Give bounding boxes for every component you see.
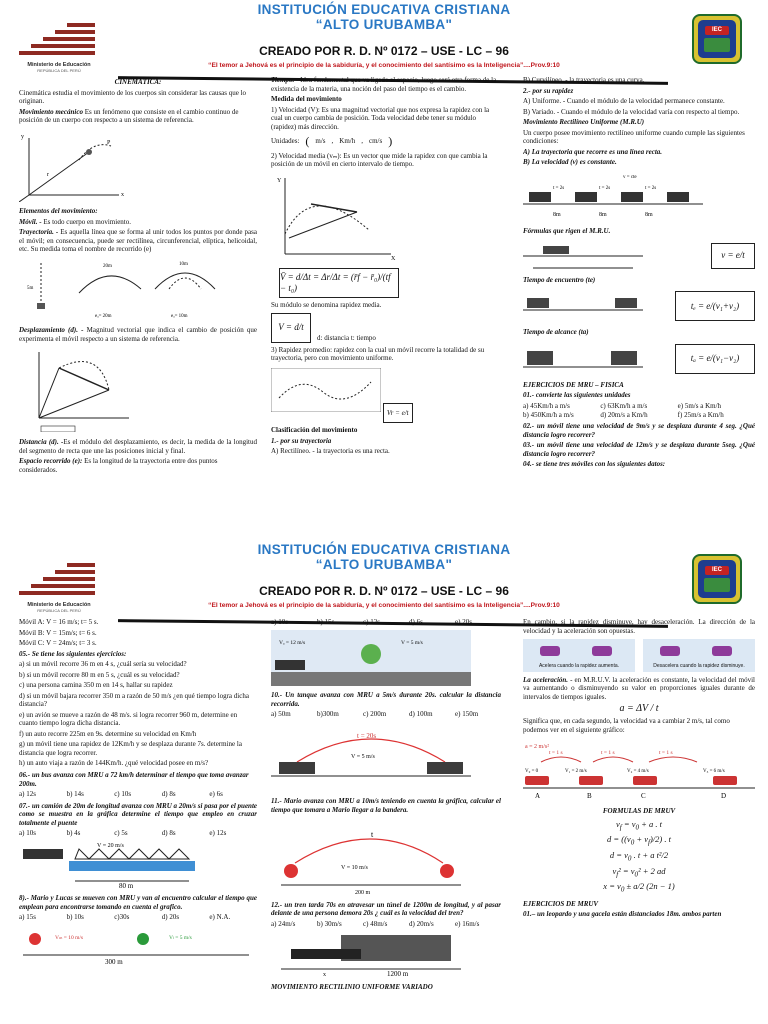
paragraph: Distancia (d). -Es el módulo del desplazamiento, es decir, la medida de la longitud del segmento de recta que une las posiciones inicial y final. bbox=[19, 437, 257, 455]
svg-text:t = 1 s: t = 1 s bbox=[601, 749, 615, 756]
list-item: e) un avión se mueve a razón de 48 m/s. si logra recorrer 960 m, determine en cuanto tiempo logra dicha distancia. bbox=[19, 710, 238, 728]
svg-text:Y: Y bbox=[277, 177, 282, 184]
svg-text:x: x bbox=[121, 191, 124, 198]
mru-formula-row bbox=[523, 238, 755, 274]
answer-options: a) 10s b) 4s c) 5s d) 8s e) 12s bbox=[19, 829, 227, 838]
column-1 bbox=[19, 78, 257, 518]
question: 05.- Se tiene los siguientes ejercicios: bbox=[19, 649, 127, 658]
paragraph: 1) Velocidad (V): Es una magnitud vectorial que nos expresa la rapidez con la cual un cuerpo cambia de posición. Toda velocidad debe tener su módulo (rapidez) más dirección. bbox=[271, 105, 490, 131]
ministry-name: Ministerio de Educación bbox=[27, 602, 91, 608]
paragraph: 2) Velocidad media (vₘ): Es un vector que mide la rapidez con que cambia la posición de un móvil en cierto intervalo de tiempo. bbox=[271, 151, 488, 169]
question: 12.- un tren tarda 70s en atravesar un túnel de 1200m de longitud, y al pasar delante de una persona demora 20s ¿ cuál es la velocidad del tren? bbox=[271, 900, 501, 918]
subheading: EJERCICIOS DE MRUV bbox=[523, 899, 599, 908]
vm-formula: V̄ = d/Δt = Δr/Δt = (r̄f − r̄₀)/(tf − t₀) bbox=[279, 268, 399, 298]
svg-text:V = 20 m/s: V = 20 m/s bbox=[97, 842, 124, 849]
subheading: Tiempo de alcance (ta) bbox=[523, 328, 589, 337]
svg-text:V = 5 m/s: V = 5 m/s bbox=[351, 753, 375, 760]
units-row: Unidades: ( m/s , Km/h , cm/s ) bbox=[271, 134, 393, 149]
school-name: INSTITUCIÓN EDUCATIVA CRISTIANA bbox=[257, 542, 511, 557]
subheading: FORMULAS DE MRUV bbox=[602, 807, 676, 816]
svg-text:x: x bbox=[323, 972, 326, 978]
paragraph: La aceleración. - en M.R.U.V. la aceleración es constante, la velocidad del móvil va aumentando o disminuyendo su valor en proporciones iguales durante de intervalos de tiempos iguales. bbox=[523, 675, 755, 701]
paragraph: Movimiento mecánico Es un fenómeno que consiste en el cambio continuo de posición de un cuerpo con respecto a un sistema de referencia. bbox=[19, 107, 239, 125]
paragraph: Un cuerpo posee movimiento rectilíneo uniforme cuando cumple las siguientes condiciones: bbox=[523, 128, 745, 146]
column-1 bbox=[19, 618, 257, 1024]
acceleration-cards bbox=[523, 639, 755, 672]
paragraph: A) La trayectoria que recorre es una línea recta. bbox=[523, 147, 663, 156]
svg-text:1200 m: 1200 m bbox=[387, 970, 409, 978]
paragraph: A) Rectilíneo. - la trayectoria es una recta. bbox=[271, 447, 390, 456]
paragraph: Su módulo se denomina rapidez media. bbox=[271, 301, 382, 310]
fig-label: 20m bbox=[103, 263, 112, 269]
school-name: INSTITUCIÓN EDUCATIVA CRISTIANA bbox=[257, 2, 511, 17]
average-speed-figure bbox=[271, 368, 381, 412]
paragraph: B) Curvilíneo. - la trayectoria es una curva. bbox=[523, 76, 645, 84]
question: 07.- un camión de 20m de longitud avanza con MRU a 20m/s si pasa por el puente como se muestra en la gráfica determine el tiempo que empleo en cruzar totalmente el puente bbox=[19, 801, 257, 827]
list-item: d) si un móvil bajara recorrer 350 m a razón de 50 m/s ¿en qué tiempo logra dicha distancia? bbox=[19, 691, 249, 709]
tank-figure bbox=[271, 722, 471, 792]
resolution-title: CREADO POR R. D. Nº 0172 – USE - LC – 96 bbox=[259, 584, 509, 598]
mario-lucas-figure bbox=[19, 925, 257, 965]
motto: “El temor a Jehová es el principio de la sabiduría, y el conocimiento del santísimo es la Inteligencia”....Prov.9:10 bbox=[208, 602, 560, 609]
paragraph: B) La velocidad (v) es constante. bbox=[523, 158, 617, 167]
svg-text:V = 10 m/s: V = 10 m/s bbox=[341, 865, 368, 872]
svg-text:80 m: 80 m bbox=[119, 881, 134, 889]
list-item: a) si un móvil recorre 36 m en 4 s, ¿cuál sería su velocidad? bbox=[19, 660, 187, 669]
list-item: Móvil B: V = 15m/s; t= 6 s. bbox=[19, 628, 97, 637]
fig-label: 10m bbox=[179, 261, 188, 267]
column-3 bbox=[523, 618, 755, 1024]
answer-options: a) 24m/s b) 30m/s c) 48m/s d) 20m/s e) 16m/s bbox=[271, 919, 480, 928]
ministry-subtitle: REPÚBLICA DEL PERÚ bbox=[37, 67, 81, 73]
position-vector-figure bbox=[271, 174, 471, 260]
decelerate-card: Desacelera cuando la rapidez disminuye. bbox=[643, 639, 755, 672]
paragraph: Tiempo. - Idea fundamental que va ligado al espacio, luego será otra forma de la existencia de la materia, una noción del paso del tiempo es el cambio. bbox=[271, 76, 497, 93]
subheading: Movimiento Rectilíneo Uniforme (M.R.U) bbox=[523, 118, 645, 127]
subheading: Fórmulas que rigen el M.R.U. bbox=[523, 227, 611, 236]
mruv-cars-figure bbox=[523, 740, 755, 802]
subheading: Clasificación del movimiento bbox=[271, 426, 358, 435]
paragraph: Desplazamiento (d). - Magnitud vectorial que indica el cambio de posición que experimenta el móvil respecto a un sistema de referencia. bbox=[19, 326, 257, 343]
answer-options: a) 50m b)300m c) 200m d) 100m e) 150m bbox=[271, 710, 479, 719]
svg-text:200 m: 200 m bbox=[355, 890, 371, 896]
ministry-subtitle: REPÚBLICA DEL PERÚ bbox=[37, 607, 81, 613]
svg-text:A: A bbox=[535, 791, 541, 800]
catch-up-time-formula: tₐ = e/(v₁−v₂) bbox=[675, 344, 755, 374]
meeting-time-formula: tₑ = e/(v₁+v₂) bbox=[675, 291, 755, 321]
answer-options: a) 10s b) 15s c) 12s d) 6s e) 20s bbox=[271, 618, 472, 626]
svg-text:D: D bbox=[721, 791, 727, 800]
paragraph: Espacio recorrido (e): Es la longitud de la trayectoria entre dos puntos considerados. bbox=[19, 457, 218, 474]
elements-heading: Elementos del movimiento: bbox=[19, 207, 98, 216]
list-item: h) un auto viaja a razón de 144Km/h. ¿qué velocidad posee en m/s? bbox=[19, 759, 209, 768]
column-3 bbox=[523, 76, 755, 534]
crest-label: IEC bbox=[705, 566, 729, 575]
svg-text:8m: 8m bbox=[599, 211, 607, 218]
question: 8).- Mario y Lucas se mueven con MRU y van al encuentro calcular el tiempo que emplean para encontrarse tomando en cuenta el grafico. bbox=[19, 894, 257, 911]
acceleration-formula: a = ΔV / t bbox=[619, 703, 659, 715]
paragraph: Significa que, en cada segundo, la velocidad va a cambiar 2 m/s, tal como podemos ver en el siguiente gráfico: bbox=[523, 717, 730, 734]
paragraph: 2.- por su rapidez bbox=[523, 86, 574, 95]
question: 04.- se tiene tres móviles con los siguientes datos: bbox=[523, 460, 666, 469]
list-item: c) una persona camina 350 m en 14 s, hallar su rapidez bbox=[19, 681, 173, 690]
meeting-time-row bbox=[523, 286, 755, 326]
fig-label: eₐ= 10m bbox=[171, 313, 188, 319]
section-title: CINEMÁTICA: bbox=[114, 78, 162, 86]
truck-sequence-figure bbox=[523, 172, 703, 222]
intro-text: Cinemática estudia el movimiento de los cuerpos sin considerar las causas que lo originan. bbox=[19, 88, 247, 106]
list-item: f) un auto recorre 225m en 9s. determine su velocidad en Km/h bbox=[19, 729, 197, 738]
vr-formula: Vr = e/t bbox=[383, 403, 413, 423]
list-item: Móvil A: V = 16 m/s; t= 5 s. bbox=[19, 618, 99, 626]
crest-label: IEC bbox=[705, 26, 729, 35]
ministry-name: Ministerio de Educación bbox=[27, 62, 91, 68]
reference-frame-figure bbox=[19, 130, 257, 202]
mruv-formulas: $v_f = v_0 + a$ . t $d = ((v_0 + v_f)/2)$ . t $d = v_0$ . t + a t²/2 $v_f^2 = v_0^2 + 2$ ad $x = v_0 \pm a/2$ (2n − 1) bbox=[603, 818, 675, 894]
paragraph: 1.- por su trayectoria bbox=[271, 436, 332, 445]
motto: “El temor a Jehová es el principio de la sabiduría, y el conocimiento del santísimo es la Inteligencia”....Prov.9:10 bbox=[208, 62, 560, 69]
paragraph: Móvil. - Es todo cuerpo en movimiento. bbox=[19, 217, 131, 226]
svg-text:V₂ = 4 m/s: V₂ = 4 m/s bbox=[627, 768, 649, 774]
subheading: Medida del movimiento bbox=[271, 95, 342, 104]
paragraph: En cambio, si la rapidez disminuye, hay desaceleración. La dirección de la velocidad y la aceleración son opuestas. bbox=[523, 618, 755, 635]
svg-text:8m: 8m bbox=[553, 211, 561, 218]
svg-text:B: B bbox=[587, 791, 592, 800]
resolution-title: CREADO POR R. D. Nº 0172 – USE - LC – 96 bbox=[259, 44, 509, 58]
paragraph: 3) Rapidez promedio: rapidez con la cual un móvil recorre la totalidad de su trayectoria, pero con movimiento uniforme. bbox=[271, 345, 485, 363]
svg-text:Vₘ = 10 m/s: Vₘ = 10 m/s bbox=[55, 934, 84, 941]
fig-label: eₐ= 20m bbox=[95, 313, 112, 319]
column-2 bbox=[271, 76, 501, 526]
accelerate-card: Acelera cuando la rapidez aumenta. bbox=[523, 639, 635, 672]
school-subname: “ALTO URUBAMBA" bbox=[315, 17, 453, 32]
bridge-figure bbox=[19, 841, 219, 889]
answer-options: a) 12s b) 14s c) 10s d) 8s e) 6s bbox=[19, 790, 223, 799]
train-tunnel-figure bbox=[271, 931, 471, 977]
svg-text:300 m: 300 m bbox=[105, 957, 123, 965]
column-2 bbox=[271, 618, 501, 1024]
answer-options: a) 15s b) 10s c)30s d) 20s e) N.A. bbox=[19, 913, 231, 922]
list-item: b) si un móvil recorre 80 m en 5 s, ¿cuál es su velocidad? bbox=[19, 670, 180, 679]
question: 06.- un bus avanza con MRU a 72 km/h determinar el tiempo que toma avanzar 200m. bbox=[19, 770, 249, 788]
svg-text:Vₐ = 12 m/s: Vₐ = 12 m/s bbox=[279, 639, 306, 646]
svg-text:Vₗ = 5 m/s: Vₗ = 5 m/s bbox=[169, 934, 192, 941]
question: 01.- convierte las siguientes unidades bbox=[523, 391, 631, 400]
svg-text:y: y bbox=[21, 133, 24, 140]
question: 10.- Un tanque avanza con MRU a 5m/s durante 20s. calcular la distancia recorrida. bbox=[271, 691, 501, 708]
vm-magnitude-formula: V = d/t bbox=[271, 313, 311, 343]
question: 11.- Mario avanza con MRU a 10m/s teniendo en cuenta la gráfica, calcular el tiempo que tomara a Mario llegar a la bandera. bbox=[271, 797, 501, 814]
list-item: g) un móvil tiene una rapidez de 12Km/h y se desplaza durante 7s. determine la distancia que logra recorrer. bbox=[19, 740, 242, 757]
question: 01.– un leopardo y una gacela están distanciados 18m. ambos parten bbox=[523, 910, 722, 919]
fig-label: 5m bbox=[27, 285, 34, 291]
catch-up-time-row bbox=[523, 339, 755, 379]
trajectory-figure bbox=[19, 259, 257, 321]
svg-text:V₁ = 2 m/s: V₁ = 2 m/s bbox=[565, 768, 587, 774]
yoshi-scene-figure bbox=[271, 630, 471, 686]
school-subname: “ALTO URUBAMBA" bbox=[315, 557, 453, 572]
mru-formula: v = e/t bbox=[711, 243, 755, 269]
subheading: Tiempo de encuentro (te) bbox=[523, 275, 596, 284]
displacement-figure bbox=[19, 348, 257, 432]
subheading: MOVIMIENTO RECTILINIO UNIFORME VARIADO bbox=[271, 982, 433, 991]
worksheet-page-2 bbox=[0, 540, 768, 1024]
svg-text:V = 5 m/s: V = 5 m/s bbox=[401, 639, 423, 646]
paragraph: B) Variado. - Cuando el módulo de la velocidad varía con respecto al tiempo. bbox=[523, 107, 740, 116]
svg-text:a = 2 m/s²: a = 2 m/s² bbox=[525, 743, 550, 750]
svg-text:P: P bbox=[107, 139, 111, 146]
paragraph: A) Uniforme. - Cuando el módulo de la velocidad permanece constante. bbox=[523, 97, 725, 106]
vm-definition: V = d/t d: distancia t: tiempo bbox=[271, 313, 501, 343]
question: 03.- un móvil tiene una velocidad de 12m/s y se desplaza durante 5seg. ¿Qué distancia logro recorrer? bbox=[523, 441, 755, 458]
svg-text:t = 2s: t = 2s bbox=[553, 185, 565, 191]
svg-text:t = 2s: t = 2s bbox=[599, 185, 611, 191]
svg-text:v = cte: v = cte bbox=[623, 174, 637, 180]
svg-text:X: X bbox=[391, 255, 396, 260]
svg-text:8m: 8m bbox=[645, 211, 653, 218]
question: 02.- un móvil tiene una velocidad de 9m/s y se desplaza durante 4 seg. ¿Qué distancia logro recorrer? bbox=[523, 422, 755, 439]
svg-text:t = 20s: t = 20s bbox=[357, 731, 377, 740]
subheading: EJERCICIOS DE MRU – FISICA bbox=[523, 380, 624, 389]
conversion-list: a) 45Km/h a m/s c) 63Km/h a m/s e) 5m/s a Km/h b) 450Km/h a m/s d) 20m/s a Km/h f) 25m/s a Km/h bbox=[523, 401, 724, 419]
svg-text:t = 1 s: t = 1 s bbox=[659, 749, 673, 756]
svg-text:C: C bbox=[641, 791, 646, 800]
paragraph: Trayectoria. - Es aquella línea que se forma al unir todos los puntos por donde pasa el móvil; en consecuencia, puede ser rectilínea, circunferencial, elíptica, helicoidal, etc. Su medida toma el nombre de recorrido (e) bbox=[19, 228, 257, 254]
svg-text:V₀ = 0: V₀ = 0 bbox=[525, 768, 539, 774]
svg-text:t = 1 s: t = 1 s bbox=[549, 749, 563, 756]
svg-text:t = 2s: t = 2s bbox=[645, 185, 657, 191]
svg-text:t: t bbox=[371, 830, 374, 840]
mario-flag-figure bbox=[271, 819, 471, 895]
svg-text:V₃ = 6 m/s: V₃ = 6 m/s bbox=[703, 768, 725, 774]
svg-text:r: r bbox=[47, 171, 49, 178]
list-item: Móvil C: V = 24m/s; t= 3 s. bbox=[19, 639, 97, 648]
